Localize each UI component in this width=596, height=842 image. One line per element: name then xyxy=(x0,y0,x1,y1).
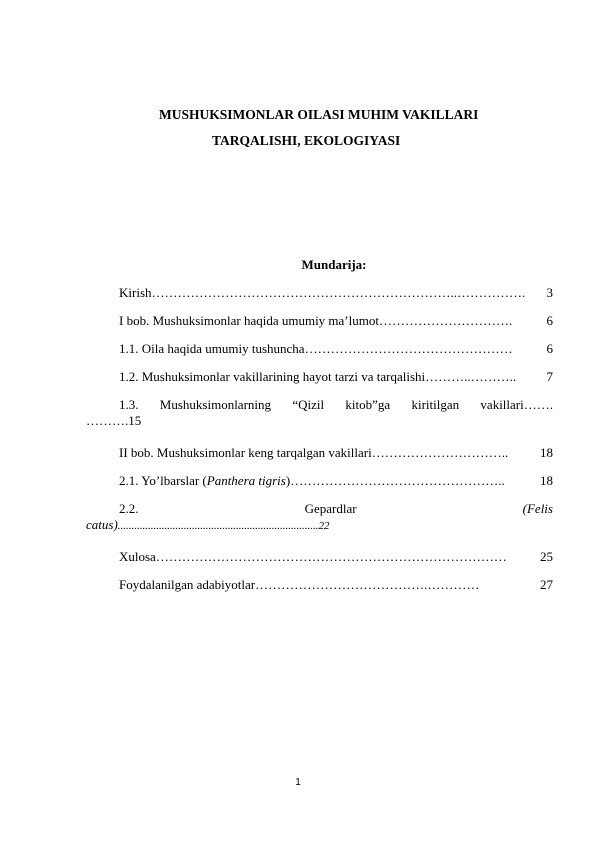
toc-leader-dots: …………………………. xyxy=(378,313,513,328)
toc-page-number: 6 xyxy=(546,313,553,328)
toc-word: Mushuksimonlarning xyxy=(159,397,272,412)
toc-entry-text: Xulosa xyxy=(119,549,156,564)
toc-leader-dots: ………………………………….………… xyxy=(255,577,480,592)
toc-entry-text: I bob. Mushuksimonlar haqida umumiy ma’lumot xyxy=(119,313,379,328)
toc-word: 2.2. xyxy=(119,501,139,516)
toc-entry-line-2: ……….15 xyxy=(86,413,142,428)
toc-heading: Mundarija: xyxy=(301,257,367,272)
toc-entry-adabiyotlar xyxy=(119,577,553,593)
toc-entry-line-1 xyxy=(86,397,553,413)
toc-entry-chapter-2 xyxy=(119,445,553,461)
toc-page-number: 25 xyxy=(540,549,553,564)
toc-entry-1-1 xyxy=(119,341,553,357)
toc-entry-1-3 xyxy=(86,397,553,429)
toc-page-number: 6 xyxy=(546,341,553,356)
toc-leader-dots: ………………………………………….. xyxy=(290,473,505,488)
toc-entry-text: 1.1. Oila haqida umumiy tushuncha xyxy=(119,341,305,356)
toc-leader-dots: ………………………………………… xyxy=(304,341,513,356)
toc-word: 1.3. xyxy=(119,397,139,412)
toc-entry-text: Kirish xyxy=(119,285,152,300)
toc-entry-text: 1.2. Mushuksimonlar vakillarining hayot tarzi va tarqalishi xyxy=(119,369,426,384)
document-title-line-1: MUSHUKSIMONLAR OILASI MUHIM VAKILLARI xyxy=(159,107,479,122)
toc-word: vakillari……. xyxy=(480,397,553,412)
toc-word: kitob”ga xyxy=(345,397,391,412)
toc-entry-chapter-1 xyxy=(119,313,553,329)
toc-page-number: 22 xyxy=(318,520,330,532)
toc-word: (Felis xyxy=(522,501,553,516)
toc-entry-line-2 xyxy=(86,517,553,533)
toc-entry-text-italic: catus) xyxy=(86,517,118,532)
toc-word: Gepardlar xyxy=(304,501,357,516)
toc-entry-1-2 xyxy=(119,369,553,385)
toc-entry-text-italic: Panthera tigris xyxy=(206,473,286,488)
toc-entry-xulosa xyxy=(119,549,553,565)
toc-leader-dots: ......................................................................... xyxy=(117,520,319,532)
toc-entry-text: Foydalanilgan adabiyotlar xyxy=(119,577,256,592)
toc-word: “Qizil xyxy=(292,397,325,412)
document-title-line-2: TARQALISHI, EKOLOGIYASI xyxy=(212,133,401,148)
toc-entry-text-pre: 2.1. Yo’lbarslar ( xyxy=(119,473,207,488)
toc-page-number: 3 xyxy=(546,285,553,300)
toc-page-number: 27 xyxy=(540,577,553,592)
toc-leader-dots: ……………………………………………………………………… xyxy=(155,549,507,564)
toc-entry-line-1 xyxy=(86,501,553,517)
toc-word: kiritilgan xyxy=(411,397,460,412)
toc-page-number: 7 xyxy=(546,369,553,384)
toc-entry-kirish xyxy=(119,285,553,301)
toc-leader-dots: ……………………………………………………………..……………. xyxy=(151,285,526,300)
toc-page-number: 18 xyxy=(540,445,553,460)
toc-entry-text: II bob. Mushuksimonlar keng tarqalgan vakillari xyxy=(119,445,372,460)
toc-entry-text xyxy=(119,473,290,489)
toc-leader-dots: ………..……….. xyxy=(425,369,517,384)
toc-entry-text-post: ) xyxy=(285,473,291,488)
toc-entry-2-2 xyxy=(86,501,553,533)
toc-page-number: 18 xyxy=(540,473,553,488)
toc-entry-2-1 xyxy=(119,473,553,489)
page-number: 1 xyxy=(295,777,301,788)
toc-leader-dots: ………………………….. xyxy=(371,445,509,460)
